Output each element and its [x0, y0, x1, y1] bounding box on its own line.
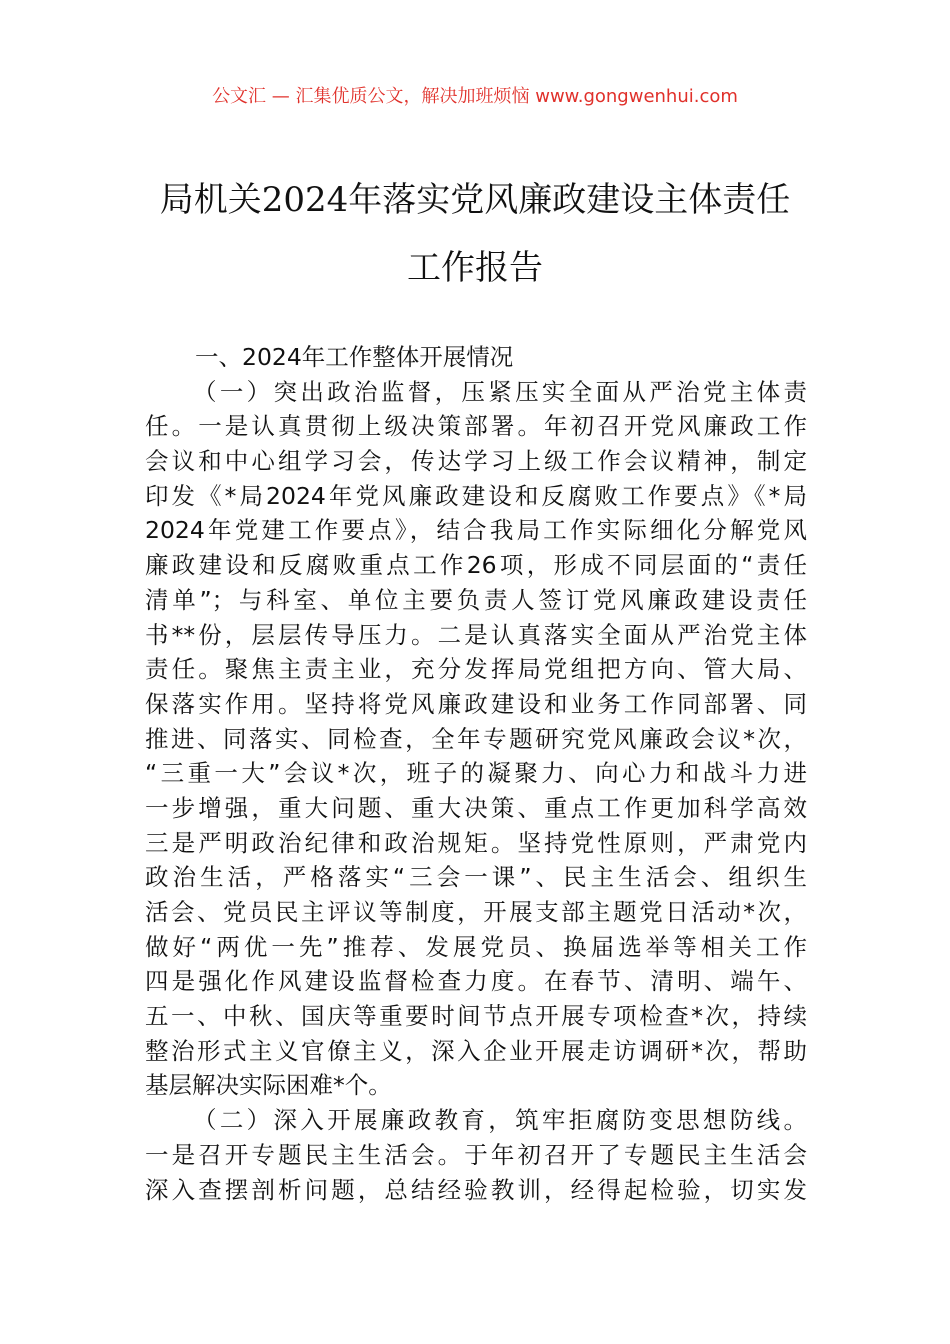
- paragraph-line: 保落实作用。坚持将党风廉政建设和业务工作同部署、同: [145, 689, 807, 718]
- paragraph-line: 深入查摆剖析问题，总结经验教训，经得起检验，切实发: [145, 1175, 807, 1204]
- paragraph-line: 整治形式主义官僚主义，深入企业开展走访调研*次，帮助: [145, 1036, 807, 1065]
- paragraph-line: 做好“两优一先”推荐、发展党员、换届选举等相关工作: [145, 932, 807, 961]
- paragraph-line: 三是严明政治纪律和政治规矩。坚持党性原则，严肃党内: [145, 828, 807, 857]
- paragraph-line: 清单”；与科室、单位主要负责人签订党风廉政建设责任: [145, 585, 807, 614]
- site-watermark-header: 公文汇 — 汇集优质公文，解决加班烦恼 www.gongwenhui.com: [212, 86, 738, 107]
- paragraph-line: 廉政建设和反腐败重点工作26项，形成不同层面的“责任: [145, 551, 807, 580]
- section-heading: 一、2024年工作整体开展情况: [195, 343, 514, 371]
- paragraph-line: 会议和中心组学习会，传达学习上级工作会议精神，制定: [145, 447, 807, 476]
- paragraph-line: 责任。聚焦主责主业，充分发挥局党组把方向、管大局、: [145, 655, 807, 684]
- paragraph-line: 政治生活，严格落实“三会一课”、民主生活会、组织生: [145, 863, 807, 892]
- document-body: [145, 340, 807, 1207]
- paragraph-line: “三重一大”会议*次，班子的凝聚力、向心力和战斗力进: [145, 759, 807, 788]
- paragraph-line: 四是强化作风建设监督检查力度。在春节、清明、端午、: [145, 967, 807, 996]
- paragraph-line: 一步增强，重大问题、重大决策、重点工作更加科学高效: [145, 793, 807, 822]
- paragraph-line: 2024年党建工作要点》，结合我局工作实际细化分解党风: [145, 516, 807, 545]
- paragraph-line: 一是召开专题民主生活会。于年初召开了专题民主生活会: [145, 1140, 807, 1169]
- paragraph-line: 活会、党员民主评议等制度，开展支部主题党日活动*次，: [145, 898, 807, 926]
- document-title-line-2: 工作报告: [407, 248, 543, 288]
- paragraph-line: （一）突出政治监督，压紧压实全面从严治党主体责: [193, 377, 807, 406]
- document-title-line-1: 局机关2024年落实党风廉政建设主体责任: [159, 180, 791, 220]
- paragraph-line: 任。一是认真贯彻上级决策部署。年初召开党风廉政工作: [145, 412, 807, 441]
- paragraph-line: 推进、同落实、同检查，全年专题研究党风廉政会议*次，: [145, 724, 807, 753]
- paragraph-line: 基层解决实际困难*个。: [145, 1071, 392, 1100]
- paragraph-line: 印发《*局2024年党风廉政建设和反腐败工作要点》《*局: [145, 481, 807, 510]
- paragraph-line: 书**份，层层传导压力。二是认真落实全面从严治党主体: [145, 620, 807, 649]
- paragraph-line: （二）深入开展廉政教育，筑牢拒腐防变思想防线。: [193, 1106, 807, 1135]
- paragraph-line: 五一、中秋、国庆等重要时间节点开展专项检查*次，持续: [145, 1002, 807, 1031]
